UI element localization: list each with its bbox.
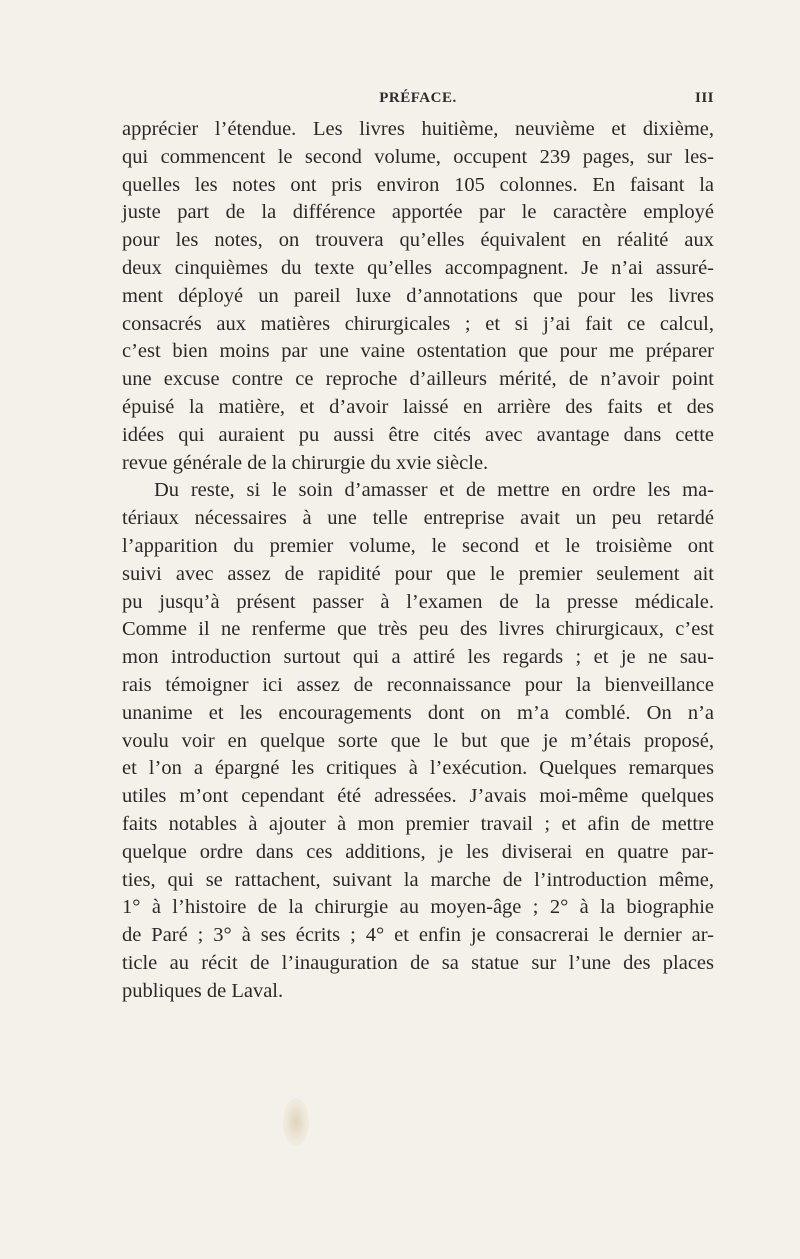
- text-line: pour les notes, on trouvera qu’elles équivalent en réalité aux: [122, 229, 714, 252]
- text-line: quelque ordre dans ces additions, je les diviserai en quatre par-: [122, 840, 714, 863]
- text-line: mon introduction surtout qui a attiré les regards ; et je ne sau-: [122, 646, 714, 669]
- text-line: Comme il ne renferme que très peu des livres chirurgicaux, c’est: [122, 618, 714, 641]
- text-line: de Paré ; 3° à ses écrits ; 4° et enfin je consacrerai le dernier ar-: [122, 924, 714, 947]
- text-line: revue générale de la chirurgie du xvie siècle.: [122, 451, 489, 474]
- text-line: qui commencent le second volume, occupent 239 pages, sur les-: [122, 145, 714, 168]
- paper-stain: [283, 1098, 309, 1146]
- text-line: ment déployé un pareil luxe d’annotations que pour les livres: [122, 284, 714, 307]
- text-line: deux cinquièmes du texte qu’elles accompagnent. Je n’ai assuré-: [122, 256, 714, 279]
- text-line: une excuse contre ce reproche d’ailleurs mérité, de n’avoir point: [122, 368, 714, 391]
- text-line: suivi avec assez de rapidité pour que le premier seulement ait: [122, 562, 714, 585]
- text-line: unanime et les encouragements dont on m’a comblé. On n’a: [122, 701, 714, 724]
- text-line: 1° à l’histoire de la chirurgie au moyen-âge ; 2° à la biographie: [122, 896, 714, 919]
- running-head: [122, 90, 714, 112]
- text-line: pu jusqu’à présent passer à l’examen de la presse médicale.: [122, 590, 714, 613]
- text-line: idées qui auraient pu aussi être cités avec avantage dans cette: [122, 423, 714, 446]
- running-title: PRÉFACE.: [379, 90, 457, 106]
- page-number: III: [694, 90, 714, 106]
- text-line: et l’on a épargné les critiques à l’exécution. Quelques remarques: [122, 757, 714, 780]
- text-line: quelles les notes ont pris environ 105 colonnes. En faisant la: [122, 173, 714, 196]
- text-line: consacrés aux matières chirurgicales ; et si j’ai fait ce calcul,: [122, 312, 714, 335]
- text-line: rais témoigner ici assez de reconnaissance pour la bienveillance: [122, 673, 714, 696]
- text-line: voulu voir en quelque sorte que le but que je m’étais proposé,: [122, 729, 714, 752]
- text-line: utiles m’ont cependant été adressées. J’avais moi-même quelques: [122, 785, 714, 808]
- text-line: Du reste, si le soin d’amasser et de mettre en ordre les ma-: [154, 479, 714, 502]
- text-line: apprécier l’étendue. Les livres huitième, neuvième et dixième,: [122, 118, 714, 140]
- text-line: l’apparition du premier volume, le second et le troisième ont: [122, 534, 714, 557]
- text-line: juste part de la différence apportée par le caractère employé: [122, 201, 714, 224]
- text-line: ticle au récit de l’inauguration de sa statue sur l’une des places: [122, 951, 714, 974]
- text-line: épuisé la matière, et d’avoir laissé en arrière des faits et des: [122, 395, 714, 418]
- text-line: faits notables à ajouter à mon premier travail ; et afin de mettre: [122, 812, 714, 835]
- text-line: tériaux nécessaires à une telle entreprise avait un peu retardé: [122, 507, 714, 530]
- text-line: publiques de Laval.: [122, 979, 284, 1002]
- text-line: c’est bien moins par une vaine ostentation que pour me préparer: [122, 340, 714, 363]
- text-line: ties, qui se rattachent, suivant la marche de l’introduction même,: [122, 868, 714, 891]
- body-text: [122, 116, 714, 1006]
